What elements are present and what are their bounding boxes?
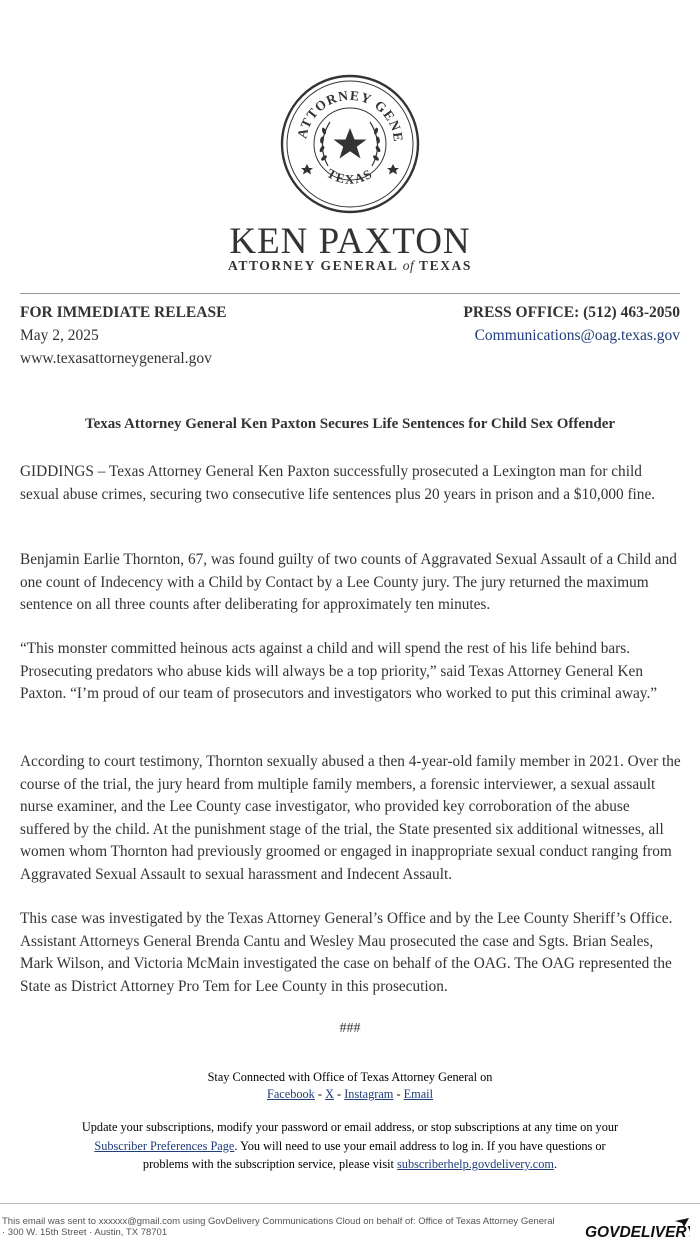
email-link[interactable]: Email xyxy=(403,1087,433,1101)
brand-name: KEN PAXTON xyxy=(229,221,471,262)
seal-icon xyxy=(280,74,420,214)
release-label: FOR IMMEDIATE RELEASE xyxy=(20,304,227,321)
end-mark: ### xyxy=(339,1021,361,1036)
instagram-link[interactable]: Instagram xyxy=(344,1087,394,1101)
release-date: May 2, 2025 xyxy=(20,327,99,344)
seal-top-text: ATTORNEY GENE xyxy=(294,87,407,144)
header-divider xyxy=(20,293,680,294)
footer-divider xyxy=(0,1203,700,1204)
website-text: www.texasattorneygeneral.gov xyxy=(20,350,212,367)
govdelivery-logo-text: GOVDELIVERY xyxy=(585,1224,690,1241)
press-email-link[interactable]: Communications@oag.texas.gov xyxy=(474,327,680,344)
brand-subtitle: ATTORNEY GENERAL of TEXAS xyxy=(228,258,472,273)
article-title: Texas Attorney General Ken Paxton Secures Life Sentences for Child Sex Offender xyxy=(84,416,616,432)
social-heading: Stay Connected with Office of Texas Attorney General on xyxy=(207,1070,493,1084)
paragraph-2: Benjamin Earlie Thornton, 67, was found guilty of two counts of Aggravated Sexual Assault of a Child and one count of Indecency with a Child by Contact by a Lee County jury. The jury returned the maximum sentence on all three counts after deliberating for approximately ten minutes. xyxy=(20,551,677,613)
footer-line-2: · 300 W. 15th Street · Austin, TX 78701 xyxy=(2,1227,168,1238)
social-links: Facebook - X - Instagram - Email xyxy=(267,1087,433,1101)
seal-bottom-text: TEXAS xyxy=(324,165,376,187)
subscriber-preferences-link[interactable]: Subscriber Preferences Page xyxy=(94,1138,235,1153)
paragraph-5: This case was investigated by the Texas Attorney General’s Office and by the Lee County Sheriff’s Office. Assistant Attorneys General Brenda Cantu and Wesley Mau prosecuted the case and Sgts. Brian Seales, Mark Wilson, and Victoria McMain investigated the case on behalf of the OAG. The OAG represented the State as District Attorney Pro Tem for Lee County in this prosecution. xyxy=(20,910,673,995)
facebook-link[interactable]: Facebook xyxy=(267,1087,315,1101)
svg-text:TEXAS xyxy=(325,165,376,186)
subscriber-help-link[interactable]: subscriberhelp.govdelivery.com xyxy=(397,1157,554,1171)
x-link[interactable]: X xyxy=(325,1087,334,1101)
press-office: PRESS OFFICE: (512) 463-2050 xyxy=(463,304,680,321)
footer-line-1: This email was sent to xxxxxx@gmail.com using GovDelivery Communications Cloud on behalf of: Office of Texas Attorney General xyxy=(2,1216,555,1227)
subscription-notice: Update your subscriptions, modify your password or email address, or stop subscriptions at any time on your Subscriber Preferences Page. You will need to use your email address to log in. If you have questions or problems with the subscription service, please visit subscriberhelp.govdelivery.com. xyxy=(81,1120,619,1171)
paragraph-4: According to court testimony, Thornton sexually abused a then 4-year-old family member in 2021. Over the course of the trial, the jury heard from multiple family members, a forensic interviewer, a sexual assault nurse examiner, and the Lee County case investigator, who provided key corroboration of the abuse suffered by the child. At the punishment stage of the trial, the State presented six additional witnesses, all women whom Thornton had previously groomed or engaged in inappropriate sexual conduct ranging from Aggravated Sexual Assault to sexual harassment and Indecent Assault. xyxy=(20,753,681,883)
govdelivery-logo[interactable] xyxy=(585,1218,690,1242)
paragraph-3: “This monster committed heinous acts against a child and will spend the rest of his life behind bars. Prosecuting predators who abuse kids will always be a top priority,” said Texas Attorney General Ken Paxton. “I’m proud of our team of prosecutors and investigators who worked to put this criminal away.” xyxy=(20,640,658,702)
footer-text xyxy=(2,1216,555,1238)
paragraph-1: GIDDINGS – Texas Attorney General Ken Paxton successfully prosecuted a Lexington man for child sexual abuse crimes, securing two consecutive life sentences plus 20 years in prison and a $10,000 fine. xyxy=(20,463,656,503)
govdelivery-logo-icon xyxy=(585,1218,690,1242)
attorney-general-seal xyxy=(280,74,420,214)
